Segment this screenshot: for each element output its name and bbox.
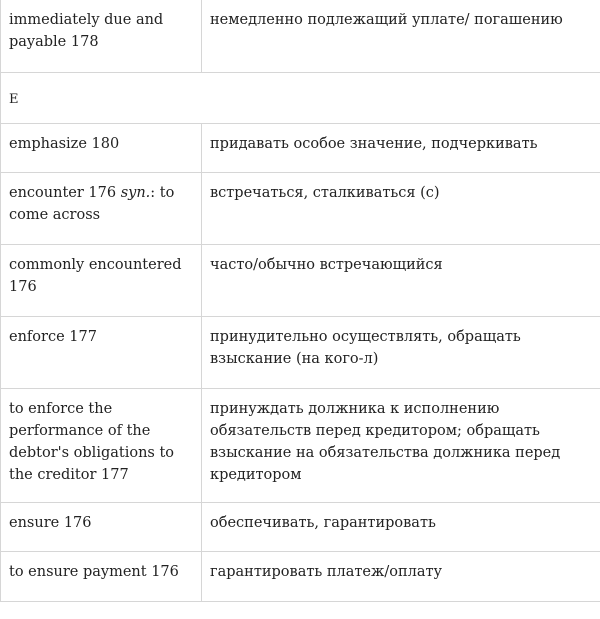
term-cell: emphasize 180 <box>1 124 202 172</box>
table-row <box>1 316 600 388</box>
term-text-suffix: : to come across <box>9 185 175 223</box>
definition-cell: часто/обычно встречающийся <box>210 257 443 273</box>
term-cell: commonly encountered 176 <box>1 245 202 316</box>
term-cell <box>1 173 202 244</box>
table-row <box>1 0 600 72</box>
definition-cell: немедленно подлежащий уплате/ погашению <box>210 12 563 28</box>
table-row <box>1 388 600 502</box>
section-letter: E <box>9 92 19 107</box>
definition-cell: придавать особое значение, подчеркивать <box>210 136 538 152</box>
table-row <box>1 172 600 244</box>
table-row <box>1 551 600 601</box>
term-text: encounter 176 <box>9 185 121 201</box>
definition-cell: обеспечивать, гарантировать <box>210 515 436 531</box>
term-cell: enforce 177 <box>1 317 202 388</box>
letter-row <box>1 72 600 123</box>
table-row <box>1 502 600 551</box>
term-cell: ensure 176 <box>1 503 202 551</box>
term-cell: immediately due and payable 178 <box>1 0 202 72</box>
term-cell: to ensure payment 176 <box>1 552 202 601</box>
definition-cell: встречаться, сталкиваться (с) <box>210 185 440 201</box>
term-cell: to enforce the performance of the debtor's obligations to the creditor 177 <box>1 389 202 502</box>
definition-cell: принудительно осуществлять, обращать взыскание (на кого-л) <box>210 329 521 367</box>
definition-cell: гарантировать платеж/оплату <box>210 564 443 580</box>
table-row <box>1 123 600 172</box>
synonym-abbrev: syn. <box>120 185 151 201</box>
table-row <box>1 244 600 316</box>
definition-cell: принуждать должника к исполнению обязательств перед кредитором; обращать взыскание на обязательства должника перед кредитором <box>210 401 561 483</box>
